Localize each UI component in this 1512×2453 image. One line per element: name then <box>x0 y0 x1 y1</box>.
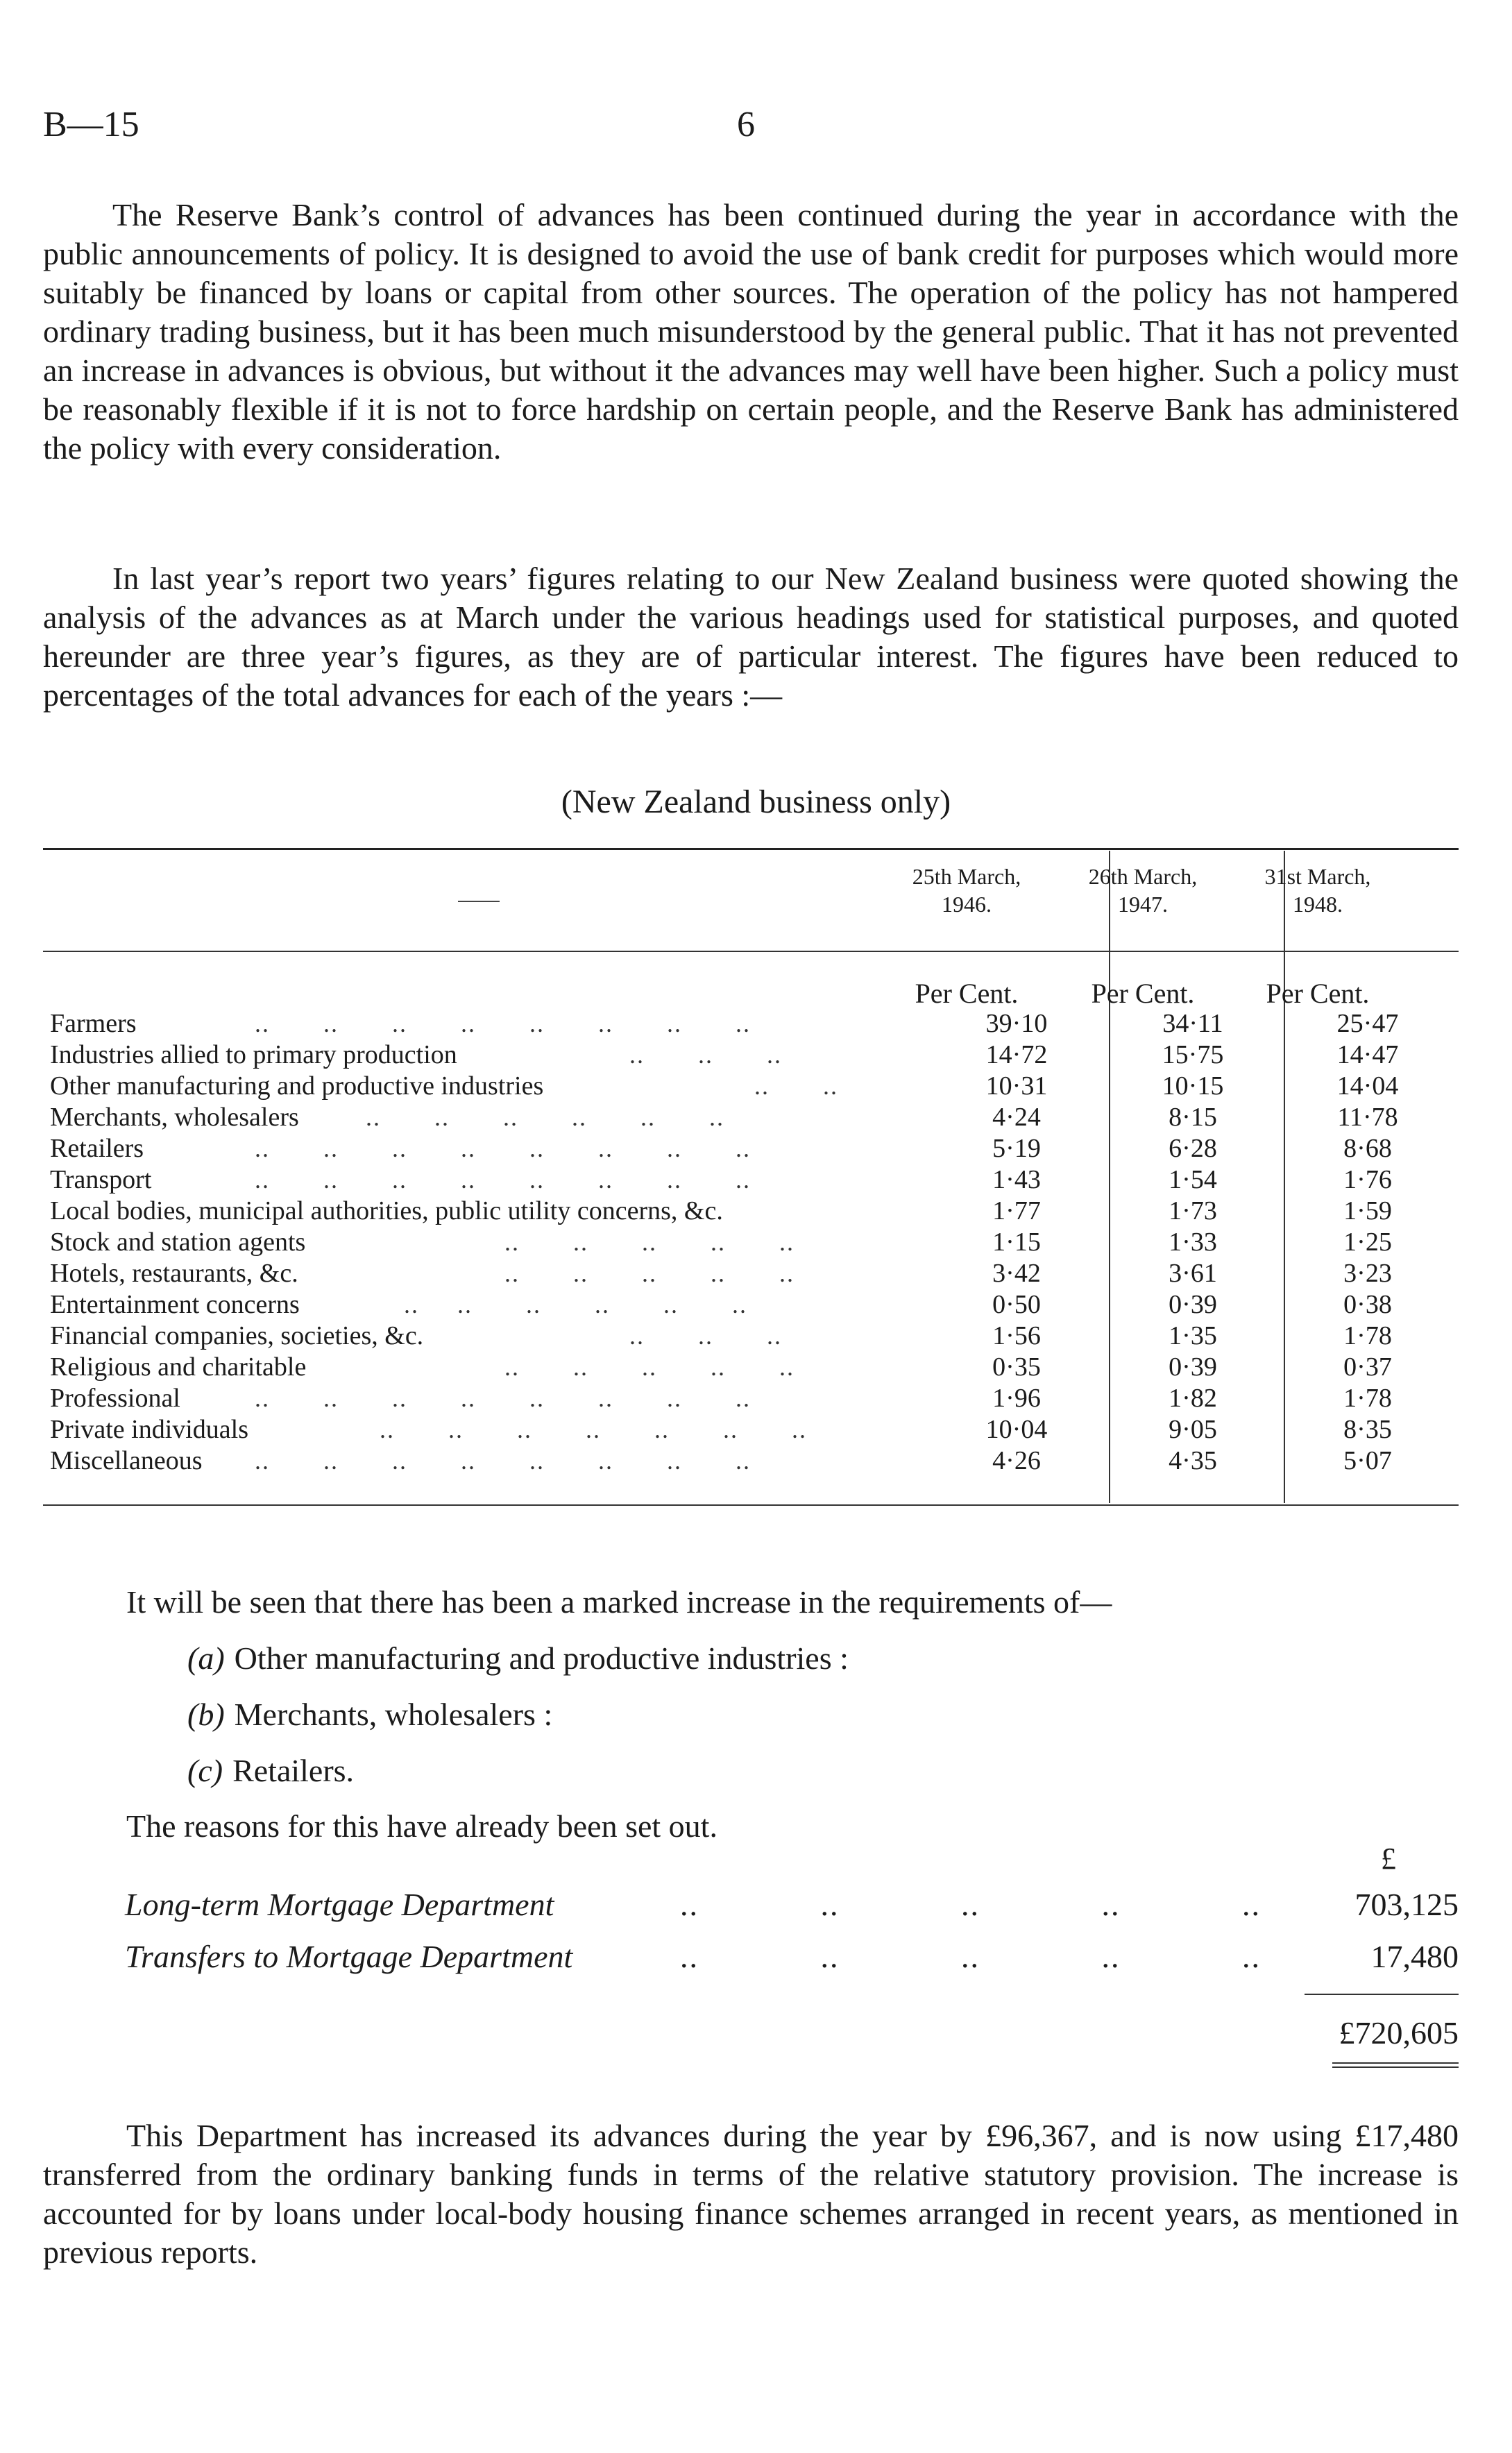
page-number: 6 <box>737 105 755 144</box>
row-label: Religious and charitable <box>50 1352 307 1382</box>
unit-label: Per Cent. <box>1091 978 1195 1009</box>
list-text: Retailers. <box>232 1753 355 1788</box>
table-row <box>50 1039 1459 1071</box>
table-row <box>50 1071 1459 1102</box>
cell-1946: 1·43 <box>992 1165 1041 1194</box>
cell-1946: 39·10 <box>985 1009 1048 1038</box>
paragraph-increase-intro: It will be seen that there has been a marked increase in the requirements of— <box>126 1584 1112 1620</box>
cell-1948: 1·78 <box>1343 1384 1392 1413</box>
cell-1947: 34·11 <box>1162 1009 1223 1038</box>
paragraph-reasons: The reasons for this have already been set out. <box>126 1808 717 1844</box>
leader-dots: .. .. .. <box>629 1322 782 1350</box>
row-label: Miscellaneous <box>50 1446 203 1475</box>
cell-1947: 6·28 <box>1169 1134 1217 1163</box>
paragraph-reserve-bank-control: The Reserve Bank’s control of advances has been continued during the year in accordance with the public announcements of policy. It is designed to avoid the use of bank credit for purposes which would more suitably be financed by loans or capital from other sources. The operation of the policy has not hampered ordinary trading business, but it has been much misunderstood by the general public. That it has not prevented an increase in advances is obvious, but without it the advances may well have been higher. Such a policy must be reasonably flexible if it is not to force hardship on certain people, and the Reserve Bank has administered the policy with every consideration. <box>43 197 1459 466</box>
table-row <box>50 1008 1459 1039</box>
list-item <box>187 1751 354 1790</box>
page-header <box>43 104 1459 146</box>
cell-1947: 1·73 <box>1169 1196 1217 1225</box>
leader-dots: .. .. .. <box>629 1041 782 1069</box>
mortgage-total: £720,605 <box>1339 2015 1459 2051</box>
cell-1947: 10·15 <box>1162 1071 1224 1101</box>
table-bottom-rule <box>43 1504 1459 1506</box>
list-item <box>187 1639 849 1678</box>
cell-1948: 3·23 <box>1343 1259 1392 1288</box>
cell-1947: 8·15 <box>1169 1103 1217 1132</box>
row-label: Merchants, wholesalers <box>50 1103 299 1132</box>
cell-1947: 3·61 <box>1169 1259 1217 1288</box>
row-label: Professional <box>50 1384 180 1413</box>
row-label: Retailers <box>50 1134 144 1163</box>
mortgage-entry <box>125 1884 1459 1926</box>
list-marker: (c) <box>187 1753 223 1788</box>
leader-dots: .. .. .. .. .. .. .. .. <box>255 1010 751 1037</box>
table-header-rule <box>43 951 1459 952</box>
table-row <box>50 1196 1459 1227</box>
leader-dots: .. .. .. .. .. .. .. .. <box>255 1135 751 1162</box>
table-row <box>50 1321 1459 1352</box>
table-row <box>50 1383 1459 1414</box>
cell-1947: 1·33 <box>1169 1228 1217 1257</box>
double-rule-bottom <box>1332 2066 1459 2068</box>
table-row <box>50 1445 1459 1477</box>
column-header-year: 1948. <box>1293 892 1343 917</box>
cell-1947: 1·35 <box>1169 1321 1217 1350</box>
table-row <box>50 1352 1459 1383</box>
sum-rule <box>1305 1994 1459 1995</box>
column-header-year: 1947. <box>1118 892 1168 917</box>
entry-label: Long-term Mortgage Department <box>125 1887 554 1922</box>
column-header-1946 <box>880 863 1053 918</box>
cell-1947: 4·35 <box>1169 1446 1217 1475</box>
document-code: B—15 <box>43 105 139 144</box>
table-top-rule <box>43 848 1459 850</box>
unit-label: Per Cent. <box>1266 978 1370 1009</box>
currency-column-header: £ <box>1381 1842 1396 1876</box>
cell-1947: 15·75 <box>1162 1040 1224 1069</box>
column-header-1947 <box>1056 863 1230 918</box>
column-header-date: 26th March, <box>1088 864 1198 889</box>
leader-dots: .. .. .. .. .. .. <box>366 1103 724 1131</box>
leader-dots: .. .. .. .. .. .. .. .. <box>255 1384 751 1412</box>
row-label: Financial companies, societies, &c. <box>50 1321 424 1350</box>
table-row <box>50 1133 1459 1164</box>
list-marker: (b) <box>187 1697 225 1732</box>
row-label: Private individuals <box>50 1415 249 1444</box>
entry-label: Transfers to Mortgage Department <box>125 1939 573 1974</box>
row-label: Hotels, restaurants, &c. <box>50 1259 298 1288</box>
column-header-year: 1946. <box>942 892 992 917</box>
cell-1946: 1·96 <box>992 1384 1041 1413</box>
cell-1948: 0·37 <box>1343 1352 1392 1382</box>
row-label: Other manufacturing and productive industries <box>50 1071 544 1101</box>
cell-1947: 1·82 <box>1169 1384 1217 1413</box>
row-label: Entertainment concerns <box>50 1290 300 1319</box>
table-row <box>50 1102 1459 1133</box>
leader-dots: .. .. .. .. .. .. <box>404 1291 747 1318</box>
cell-1946: 3·42 <box>992 1259 1041 1288</box>
cell-1947: 0·39 <box>1169 1290 1217 1319</box>
table-row <box>50 1289 1459 1321</box>
cell-1947: 0·39 <box>1169 1352 1217 1382</box>
cell-1946: 1·15 <box>992 1228 1041 1257</box>
cell-1948: 14·47 <box>1336 1040 1399 1069</box>
corner-dash <box>458 901 500 902</box>
leader-dots: .. .. .. .. .. <box>504 1353 795 1381</box>
table-row <box>50 1414 1459 1445</box>
leader-dots: .. .. <box>754 1072 838 1100</box>
leader-dots: .. .. .. .. .. .. .. .. <box>255 1447 751 1475</box>
table-caption: (New Zealand business only) <box>561 783 951 820</box>
list-text: Other manufacturing and productive industries : <box>234 1640 849 1676</box>
cell-1948: 8·68 <box>1343 1134 1392 1163</box>
column-header-date: 31st March, <box>1264 864 1371 889</box>
unit-label: Per Cent. <box>915 978 1019 1009</box>
row-label: Stock and station agents <box>50 1228 306 1257</box>
column-header-1948 <box>1231 863 1404 918</box>
cell-1948: 5·07 <box>1343 1446 1392 1475</box>
row-label: Farmers <box>50 1009 137 1038</box>
cell-1946: 4·24 <box>992 1103 1041 1132</box>
leader-dots: .. .. .. .. .. <box>680 1887 1261 1922</box>
cell-1948: 1·25 <box>1343 1228 1392 1257</box>
cell-1947: 1·54 <box>1169 1165 1217 1194</box>
cell-1946: 0·35 <box>992 1352 1041 1382</box>
row-label: Industries allied to primary production <box>50 1040 457 1069</box>
list-text: Merchants, wholesalers : <box>234 1697 553 1732</box>
cell-1948: 1·76 <box>1343 1165 1392 1194</box>
table-row <box>50 1258 1459 1289</box>
row-label: Local bodies, municipal authorities, public utility concerns, &c. <box>50 1196 723 1225</box>
column-header-date: 25th March, <box>912 864 1021 889</box>
list-item <box>187 1695 552 1734</box>
cell-1946: 10·04 <box>985 1415 1048 1444</box>
paragraph-last-year-report: In last year’s report two years’ figures relating to our New Zealand business were quoted showing the analysis of the advances as at March under the various headings used for statistical purposes, and quoted hereunder are three year’s figures, as they are of particular interest. The figures have been reduced to percentages of the total advances for each of the years :— <box>43 561 1459 713</box>
cell-1946: 0·50 <box>992 1290 1041 1319</box>
cell-1948: 0·38 <box>1343 1290 1392 1319</box>
table-row <box>50 1164 1459 1196</box>
double-rule-top <box>1332 2062 1459 2064</box>
leader-dots: .. .. .. .. .. .. .. .. <box>255 1166 751 1194</box>
entry-amount: 703,125 <box>1354 1887 1459 1922</box>
leader-dots: .. .. .. .. .. <box>504 1259 795 1287</box>
cell-1946: 10·31 <box>985 1071 1048 1101</box>
cell-1948: 1·59 <box>1343 1196 1392 1225</box>
paragraph-department: This Department has increased its advances during the year by £96,367, and is now using £17,480 transferred from the ordinary banking funds in terms of the relative statutory provision. The increase is accounted for by loans under local-body housing finance schemes arranged in recent years, as mentioned in previous reports. <box>43 2118 1459 2270</box>
table-row <box>50 1227 1459 1258</box>
list-marker: (a) <box>187 1640 225 1676</box>
leader-dots: .. .. .. .. .. <box>680 1939 1261 1974</box>
cell-1948: 25·47 <box>1336 1009 1399 1038</box>
mortgage-entry <box>125 1936 1459 1978</box>
cell-1948: 8·35 <box>1343 1415 1392 1444</box>
cell-1946: 5·19 <box>992 1134 1041 1163</box>
cell-1946: 1·56 <box>992 1321 1041 1350</box>
cell-1948: 14·04 <box>1336 1071 1399 1101</box>
cell-1948: 1·78 <box>1343 1321 1392 1350</box>
row-label: Transport <box>50 1165 152 1194</box>
cell-1946: 4·26 <box>992 1446 1041 1475</box>
cell-1946: 1·77 <box>992 1196 1041 1225</box>
cell-1948: 11·78 <box>1337 1103 1398 1132</box>
cell-1947: 9·05 <box>1169 1415 1217 1444</box>
cell-1946: 14·72 <box>985 1040 1048 1069</box>
leader-dots: .. .. .. .. .. <box>504 1228 795 1256</box>
entry-amount: 17,480 <box>1370 1939 1459 1974</box>
leader-dots: .. .. .. .. .. .. .. <box>380 1416 807 1443</box>
